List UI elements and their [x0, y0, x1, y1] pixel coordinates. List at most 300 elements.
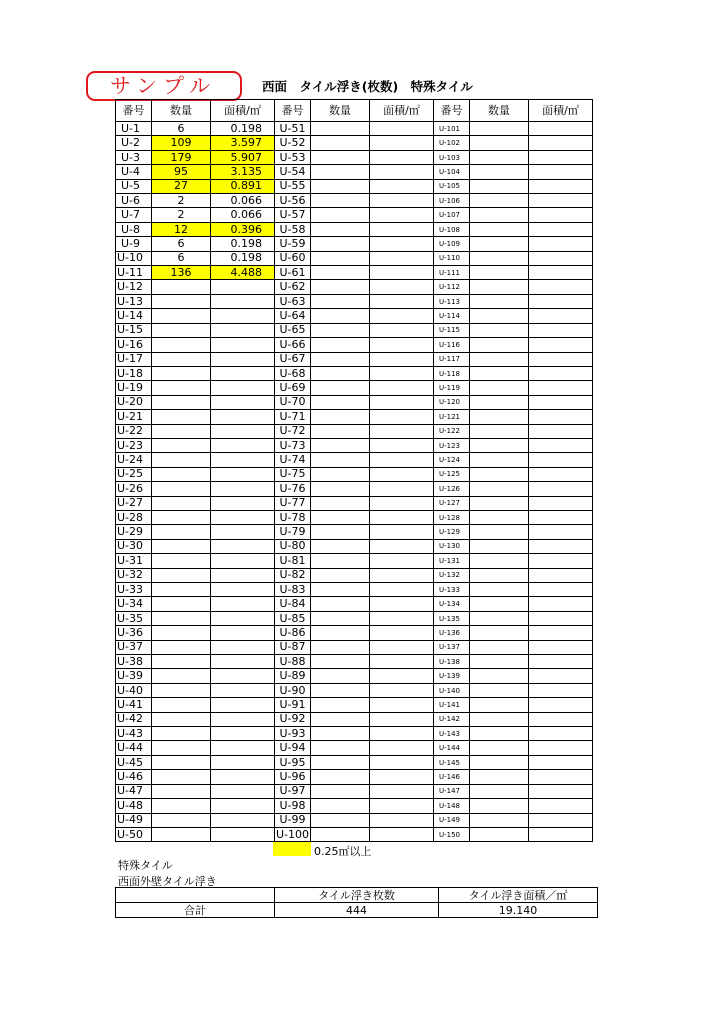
row-number: U-106	[434, 194, 470, 208]
row-area: 0.891	[211, 179, 275, 193]
row-number: U-50	[116, 827, 152, 841]
row-quantity	[470, 583, 529, 597]
row-area	[370, 583, 434, 597]
row-quantity	[470, 237, 529, 251]
row-area	[370, 165, 434, 179]
row-number: U-91	[275, 698, 311, 712]
row-quantity	[311, 309, 370, 323]
row-area	[370, 640, 434, 654]
row-area	[529, 496, 593, 510]
row-area	[211, 280, 275, 294]
row-number: U-141	[434, 698, 470, 712]
row-quantity	[311, 179, 370, 193]
row-area	[211, 813, 275, 827]
row-area: 0.066	[211, 208, 275, 222]
row-quantity	[470, 309, 529, 323]
row-number: U-3	[116, 150, 152, 164]
page-title: 西面 タイル浮き(枚数) 特殊タイル	[262, 79, 473, 94]
row-area	[370, 309, 434, 323]
row-number: U-102	[434, 136, 470, 150]
row-quantity	[152, 813, 211, 827]
row-area	[211, 669, 275, 683]
row-number: U-85	[275, 611, 311, 625]
row-number: U-37	[116, 640, 152, 654]
row-quantity: 109	[152, 136, 211, 150]
row-quantity	[152, 395, 211, 409]
row-quantity	[311, 770, 370, 784]
row-area	[370, 136, 434, 150]
table-row	[116, 568, 593, 582]
row-area	[211, 784, 275, 798]
row-area	[211, 640, 275, 654]
row-quantity	[311, 482, 370, 496]
row-quantity	[152, 597, 211, 611]
row-number: U-92	[275, 712, 311, 726]
row-area	[529, 410, 593, 424]
row-quantity	[470, 510, 529, 524]
sample-stamp: サンプル	[86, 71, 242, 101]
table-row	[116, 655, 593, 669]
row-area	[211, 381, 275, 395]
row-area	[529, 482, 593, 496]
summary-total-area: 19.140	[439, 903, 598, 918]
row-quantity	[152, 583, 211, 597]
table-row	[116, 799, 593, 813]
row-number: U-87	[275, 640, 311, 654]
row-area	[529, 727, 593, 741]
row-quantity	[470, 712, 529, 726]
row-quantity	[152, 467, 211, 481]
row-quantity	[311, 698, 370, 712]
row-number: U-30	[116, 539, 152, 553]
row-area	[529, 122, 593, 136]
row-number: U-4	[116, 165, 152, 179]
row-quantity	[311, 208, 370, 222]
row-number: U-31	[116, 554, 152, 568]
row-area	[211, 424, 275, 438]
row-quantity	[470, 410, 529, 424]
row-quantity	[470, 251, 529, 265]
row-quantity	[152, 626, 211, 640]
row-number: U-99	[275, 813, 311, 827]
row-quantity	[311, 727, 370, 741]
row-number: U-124	[434, 453, 470, 467]
table-row	[116, 525, 593, 539]
row-number: U-28	[116, 510, 152, 524]
row-area	[529, 755, 593, 769]
row-area	[211, 626, 275, 640]
header-quantity: 数量	[470, 100, 529, 122]
row-area	[529, 712, 593, 726]
row-area	[529, 626, 593, 640]
row-area	[370, 179, 434, 193]
row-number: U-34	[116, 597, 152, 611]
row-quantity	[152, 338, 211, 352]
row-quantity	[152, 827, 211, 841]
row-number: U-17	[116, 352, 152, 366]
row-area	[529, 813, 593, 827]
row-quantity	[311, 366, 370, 380]
row-quantity	[470, 727, 529, 741]
row-number: U-94	[275, 741, 311, 755]
row-area	[370, 122, 434, 136]
row-number: U-71	[275, 410, 311, 424]
row-quantity	[311, 741, 370, 755]
row-quantity	[152, 510, 211, 524]
row-area	[370, 712, 434, 726]
row-number: U-107	[434, 208, 470, 222]
row-quantity	[152, 741, 211, 755]
row-number: U-79	[275, 525, 311, 539]
row-area	[370, 698, 434, 712]
table-row	[116, 438, 593, 452]
row-area	[529, 179, 593, 193]
row-number: U-40	[116, 683, 152, 697]
row-number: U-117	[434, 352, 470, 366]
table-row	[116, 294, 593, 308]
row-area: 5.907	[211, 150, 275, 164]
row-area	[370, 438, 434, 452]
row-area	[370, 727, 434, 741]
row-number: U-2	[116, 136, 152, 150]
table-row	[116, 194, 593, 208]
row-number: U-88	[275, 655, 311, 669]
row-area	[370, 496, 434, 510]
header-number: 番号	[116, 100, 152, 122]
row-number: U-89	[275, 669, 311, 683]
row-area	[529, 554, 593, 568]
summary-table	[115, 887, 598, 918]
row-quantity	[152, 294, 211, 308]
row-area	[370, 410, 434, 424]
row-number: U-81	[275, 554, 311, 568]
row-quantity	[470, 280, 529, 294]
row-area	[529, 266, 593, 280]
row-area	[370, 568, 434, 582]
row-number: U-76	[275, 482, 311, 496]
row-quantity	[311, 799, 370, 813]
row-number: U-123	[434, 438, 470, 452]
row-area: 0.396	[211, 222, 275, 236]
row-area	[211, 496, 275, 510]
row-number: U-133	[434, 583, 470, 597]
row-area	[211, 352, 275, 366]
row-number: U-101	[434, 122, 470, 136]
row-number: U-10	[116, 251, 152, 265]
row-area	[370, 539, 434, 553]
row-number: U-33	[116, 583, 152, 597]
row-quantity	[470, 626, 529, 640]
row-quantity	[311, 251, 370, 265]
row-quantity	[311, 813, 370, 827]
row-quantity	[152, 424, 211, 438]
row-area	[370, 482, 434, 496]
row-number: U-95	[275, 755, 311, 769]
row-quantity	[470, 294, 529, 308]
row-area: 3.597	[211, 136, 275, 150]
row-area	[529, 395, 593, 409]
row-area	[529, 222, 593, 236]
row-number: U-112	[434, 280, 470, 294]
summary-total-row	[116, 903, 598, 918]
row-number: U-80	[275, 539, 311, 553]
row-quantity: 6	[152, 251, 211, 265]
row-quantity: 136	[152, 266, 211, 280]
row-number: U-125	[434, 467, 470, 481]
row-quantity	[470, 482, 529, 496]
table-row	[116, 510, 593, 524]
row-area	[529, 352, 593, 366]
row-number: U-60	[275, 251, 311, 265]
row-number: U-26	[116, 482, 152, 496]
table-row	[116, 338, 593, 352]
row-number: U-59	[275, 237, 311, 251]
row-quantity	[311, 424, 370, 438]
row-number: U-108	[434, 222, 470, 236]
table-row	[116, 352, 593, 366]
row-area	[529, 366, 593, 380]
row-number: U-54	[275, 165, 311, 179]
row-area	[370, 827, 434, 841]
row-quantity	[470, 698, 529, 712]
row-quantity	[470, 338, 529, 352]
header-quantity: 数量	[311, 100, 370, 122]
row-number: U-78	[275, 510, 311, 524]
row-number: U-129	[434, 525, 470, 539]
table-row	[116, 208, 593, 222]
row-area	[211, 611, 275, 625]
row-number: U-5	[116, 179, 152, 193]
table-row	[116, 611, 593, 625]
row-area	[370, 237, 434, 251]
row-quantity: 2	[152, 208, 211, 222]
row-quantity	[470, 366, 529, 380]
row-quantity	[311, 827, 370, 841]
row-quantity	[470, 496, 529, 510]
row-area	[211, 727, 275, 741]
row-number: U-11	[116, 266, 152, 280]
row-quantity	[470, 827, 529, 841]
row-quantity	[470, 755, 529, 769]
row-number: U-119	[434, 381, 470, 395]
row-number: U-35	[116, 611, 152, 625]
row-area	[529, 280, 593, 294]
row-area	[211, 410, 275, 424]
row-number: U-77	[275, 496, 311, 510]
row-area	[370, 352, 434, 366]
row-number: U-52	[275, 136, 311, 150]
row-area	[529, 438, 593, 452]
row-area	[211, 827, 275, 841]
row-area	[529, 683, 593, 697]
row-number: U-128	[434, 510, 470, 524]
row-number: U-86	[275, 626, 311, 640]
table-row	[116, 323, 593, 337]
row-quantity	[152, 323, 211, 337]
row-number: U-32	[116, 568, 152, 582]
row-number: U-137	[434, 640, 470, 654]
row-number: U-61	[275, 266, 311, 280]
row-quantity: 6	[152, 237, 211, 251]
row-area	[370, 222, 434, 236]
table-row	[116, 251, 593, 265]
row-number: U-115	[434, 323, 470, 337]
row-area	[529, 136, 593, 150]
row-quantity	[311, 568, 370, 582]
row-quantity	[311, 381, 370, 395]
row-number: U-12	[116, 280, 152, 294]
row-area	[370, 611, 434, 625]
row-area	[211, 698, 275, 712]
row-quantity	[152, 496, 211, 510]
row-quantity	[311, 683, 370, 697]
row-area	[370, 655, 434, 669]
row-quantity	[311, 525, 370, 539]
row-number: U-29	[116, 525, 152, 539]
row-area	[211, 741, 275, 755]
row-area	[211, 309, 275, 323]
row-quantity	[152, 770, 211, 784]
row-quantity	[470, 813, 529, 827]
row-number: U-38	[116, 655, 152, 669]
header-number: 番号	[275, 100, 311, 122]
row-quantity	[311, 597, 370, 611]
row-area	[370, 366, 434, 380]
row-area	[370, 741, 434, 755]
row-number: U-41	[116, 698, 152, 712]
row-number: U-75	[275, 467, 311, 481]
row-quantity	[311, 122, 370, 136]
row-quantity	[470, 179, 529, 193]
row-area: 0.198	[211, 251, 275, 265]
table-row	[116, 770, 593, 784]
row-area	[211, 539, 275, 553]
row-quantity	[152, 410, 211, 424]
row-quantity	[152, 799, 211, 813]
row-quantity	[311, 438, 370, 452]
row-quantity	[470, 194, 529, 208]
row-area	[370, 813, 434, 827]
row-quantity	[311, 410, 370, 424]
row-number: U-53	[275, 150, 311, 164]
row-number: U-7	[116, 208, 152, 222]
row-quantity	[470, 136, 529, 150]
row-quantity	[152, 698, 211, 712]
row-number: U-132	[434, 568, 470, 582]
row-quantity	[311, 712, 370, 726]
row-quantity: 27	[152, 179, 211, 193]
row-quantity	[470, 568, 529, 582]
row-area	[370, 381, 434, 395]
row-area	[529, 539, 593, 553]
row-quantity	[152, 554, 211, 568]
row-quantity	[470, 150, 529, 164]
row-number: U-51	[275, 122, 311, 136]
table-row	[116, 813, 593, 827]
row-quantity	[470, 266, 529, 280]
row-number: U-70	[275, 395, 311, 409]
row-quantity	[470, 669, 529, 683]
row-area	[529, 770, 593, 784]
row-quantity	[311, 626, 370, 640]
row-number: U-69	[275, 381, 311, 395]
row-number: U-116	[434, 338, 470, 352]
row-quantity	[470, 611, 529, 625]
table-row	[116, 366, 593, 380]
row-quantity	[470, 467, 529, 481]
row-number: U-44	[116, 741, 152, 755]
row-area	[529, 698, 593, 712]
row-number: U-121	[434, 410, 470, 424]
summary-blank-cell	[116, 888, 275, 903]
row-quantity	[311, 554, 370, 568]
row-area	[211, 568, 275, 582]
row-quantity	[470, 539, 529, 553]
row-number: U-49	[116, 813, 152, 827]
row-number: U-138	[434, 655, 470, 669]
row-quantity	[311, 237, 370, 251]
row-area	[211, 799, 275, 813]
summary-count-header: タイル浮き枚数	[275, 888, 439, 903]
row-quantity	[152, 640, 211, 654]
row-area	[529, 597, 593, 611]
row-quantity	[470, 122, 529, 136]
row-number: U-96	[275, 770, 311, 784]
row-number: U-130	[434, 539, 470, 553]
row-number: U-15	[116, 323, 152, 337]
row-quantity: 2	[152, 194, 211, 208]
row-area	[370, 525, 434, 539]
row-area	[370, 683, 434, 697]
row-number: U-146	[434, 770, 470, 784]
row-area	[211, 294, 275, 308]
row-area	[370, 669, 434, 683]
row-area	[370, 208, 434, 222]
table-row	[116, 827, 593, 841]
row-number: U-139	[434, 669, 470, 683]
row-quantity	[152, 611, 211, 625]
row-quantity	[152, 280, 211, 294]
row-area	[529, 381, 593, 395]
row-number: U-144	[434, 741, 470, 755]
row-area	[211, 467, 275, 481]
note-special-tile: 特殊タイル	[118, 859, 173, 872]
tile-table	[115, 99, 593, 842]
row-number: U-118	[434, 366, 470, 380]
row-number: U-39	[116, 669, 152, 683]
row-number: U-55	[275, 179, 311, 193]
row-area	[529, 237, 593, 251]
row-number: U-97	[275, 784, 311, 798]
row-quantity	[470, 640, 529, 654]
row-quantity	[311, 352, 370, 366]
row-area	[529, 194, 593, 208]
table-row	[116, 712, 593, 726]
row-area	[370, 280, 434, 294]
row-number: U-23	[116, 438, 152, 452]
row-quantity	[152, 669, 211, 683]
row-number: U-25	[116, 467, 152, 481]
row-number: U-74	[275, 453, 311, 467]
row-area	[529, 467, 593, 481]
row-quantity	[152, 727, 211, 741]
row-area	[211, 366, 275, 380]
table-row	[116, 755, 593, 769]
row-area	[529, 510, 593, 524]
row-area	[529, 208, 593, 222]
row-quantity	[311, 136, 370, 150]
row-quantity	[311, 165, 370, 179]
